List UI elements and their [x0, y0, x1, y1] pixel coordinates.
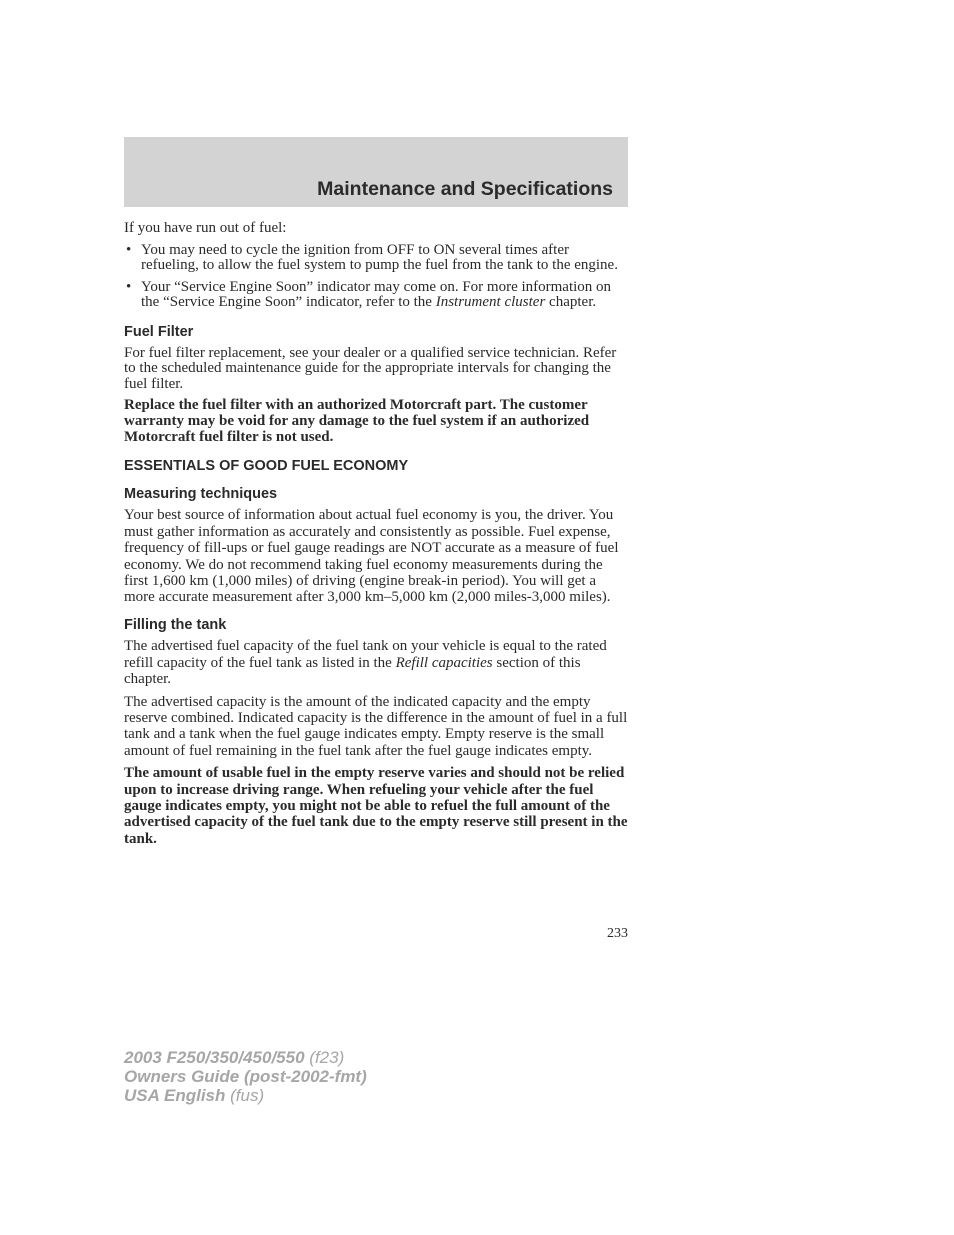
filling-heading: Filling the tank — [124, 616, 227, 633]
essentials-heading: ESSENTIALS OF GOOD FUEL ECONOMY — [124, 458, 409, 475]
footer-line-2 — [124, 1067, 367, 1086]
section-header-band — [124, 137, 628, 207]
section-title: Maintenance and Specifications — [317, 178, 613, 200]
bullet-item — [124, 280, 630, 311]
measuring-body: Your best source of information about actual fuel economy is you, the driver. You must gather information as accurately and consistently as possible. Fuel expense, frequency of fill-ups or fuel gauge readings are NOT accurate as a measure of fuel economy. We do not recommend taking fuel economy measurements during the first 1,600 km (1,000 miles) of driving (engine break-in period). You will get a more accurate measurement after 3,000 km–5,000 km (2,000 miles-3,000 miles). — [124, 507, 619, 606]
page-content — [124, 221, 630, 847]
fuel-filter-warning: Replace the fuel filter with an authorized Motorcraft part. The customer warranty may be void for any damage to the fuel system if an authorized Motorcraft fuel filter is not used. — [124, 397, 590, 445]
fuel-filter-body: For fuel filter replacement, see your dealer or a qualified service technician. Refer to the scheduled maintenance guide for the appropriate intervals for changing the fuel filter. — [124, 344, 617, 392]
filling-p1-text: The advertised fuel capacity of the fuel tank on your vehicle is equal to the rated refill capacity of the fuel tank as listed in the — [124, 638, 607, 671]
footer-language: USA English — [124, 1086, 226, 1105]
document-footer — [124, 1048, 367, 1105]
footer-line-1 — [124, 1048, 367, 1067]
footer-language-code: (fus) — [225, 1086, 265, 1105]
filling-paragraph-2: The advertised capacity is the amount of the indicated capacity and the empty reserve combined. Indicated capacity is the difference in the amount of fuel in a full tank and a tank when the fuel gauge indicates empty. Empty reserve is the small amount of fuel remaining in the fuel tank after the fuel gauge indicates empty. — [124, 693, 628, 759]
bullet-dot: • — [126, 278, 132, 295]
intro-text: If you have run out of fuel: — [124, 220, 287, 236]
footer-line-3 — [124, 1086, 367, 1105]
chapter-reference: Instrument cluster — [435, 294, 546, 311]
bullet-dot: • — [126, 241, 132, 258]
filling-paragraph-1 — [124, 638, 630, 687]
filling-warning: The amount of usable fuel in the empty reserve varies and should not be relied upon to increase driving range. When refueling your vehicle after the fuel gauge indicates empty, you might not be able to refuel the full amount of the advertised capacity of the fuel tank due to the empty reserve still present in the tank. — [124, 765, 628, 847]
bullet-text: Your “Service Engine Soon” indicator may come on. For more information on the “Service Engine Soon” indicator, refer to the — [141, 278, 612, 311]
filling-p1-end: section of this chapter. — [124, 654, 581, 688]
footer-model-code: (f23) — [304, 1048, 345, 1067]
bullet-text: You may need to cycle the ignition from OFF to ON several times after refueling, to allow the fuel system to pump the fuel from the tank to the engine. — [141, 241, 618, 274]
bullet-item — [124, 243, 630, 274]
refill-capacities-reference: Refill capacities — [395, 654, 493, 671]
bullet-text-end: chapter. — [545, 294, 597, 311]
measuring-heading: Measuring techniques — [124, 485, 278, 502]
bullet-list — [124, 243, 630, 311]
footer-guide: Owners Guide (post-2002-fmt) — [124, 1067, 367, 1086]
footer-model: 2003 F250/350/450/550 — [124, 1048, 305, 1067]
page-number: 233 — [607, 926, 628, 941]
fuel-filter-heading: Fuel Filter — [124, 323, 194, 340]
